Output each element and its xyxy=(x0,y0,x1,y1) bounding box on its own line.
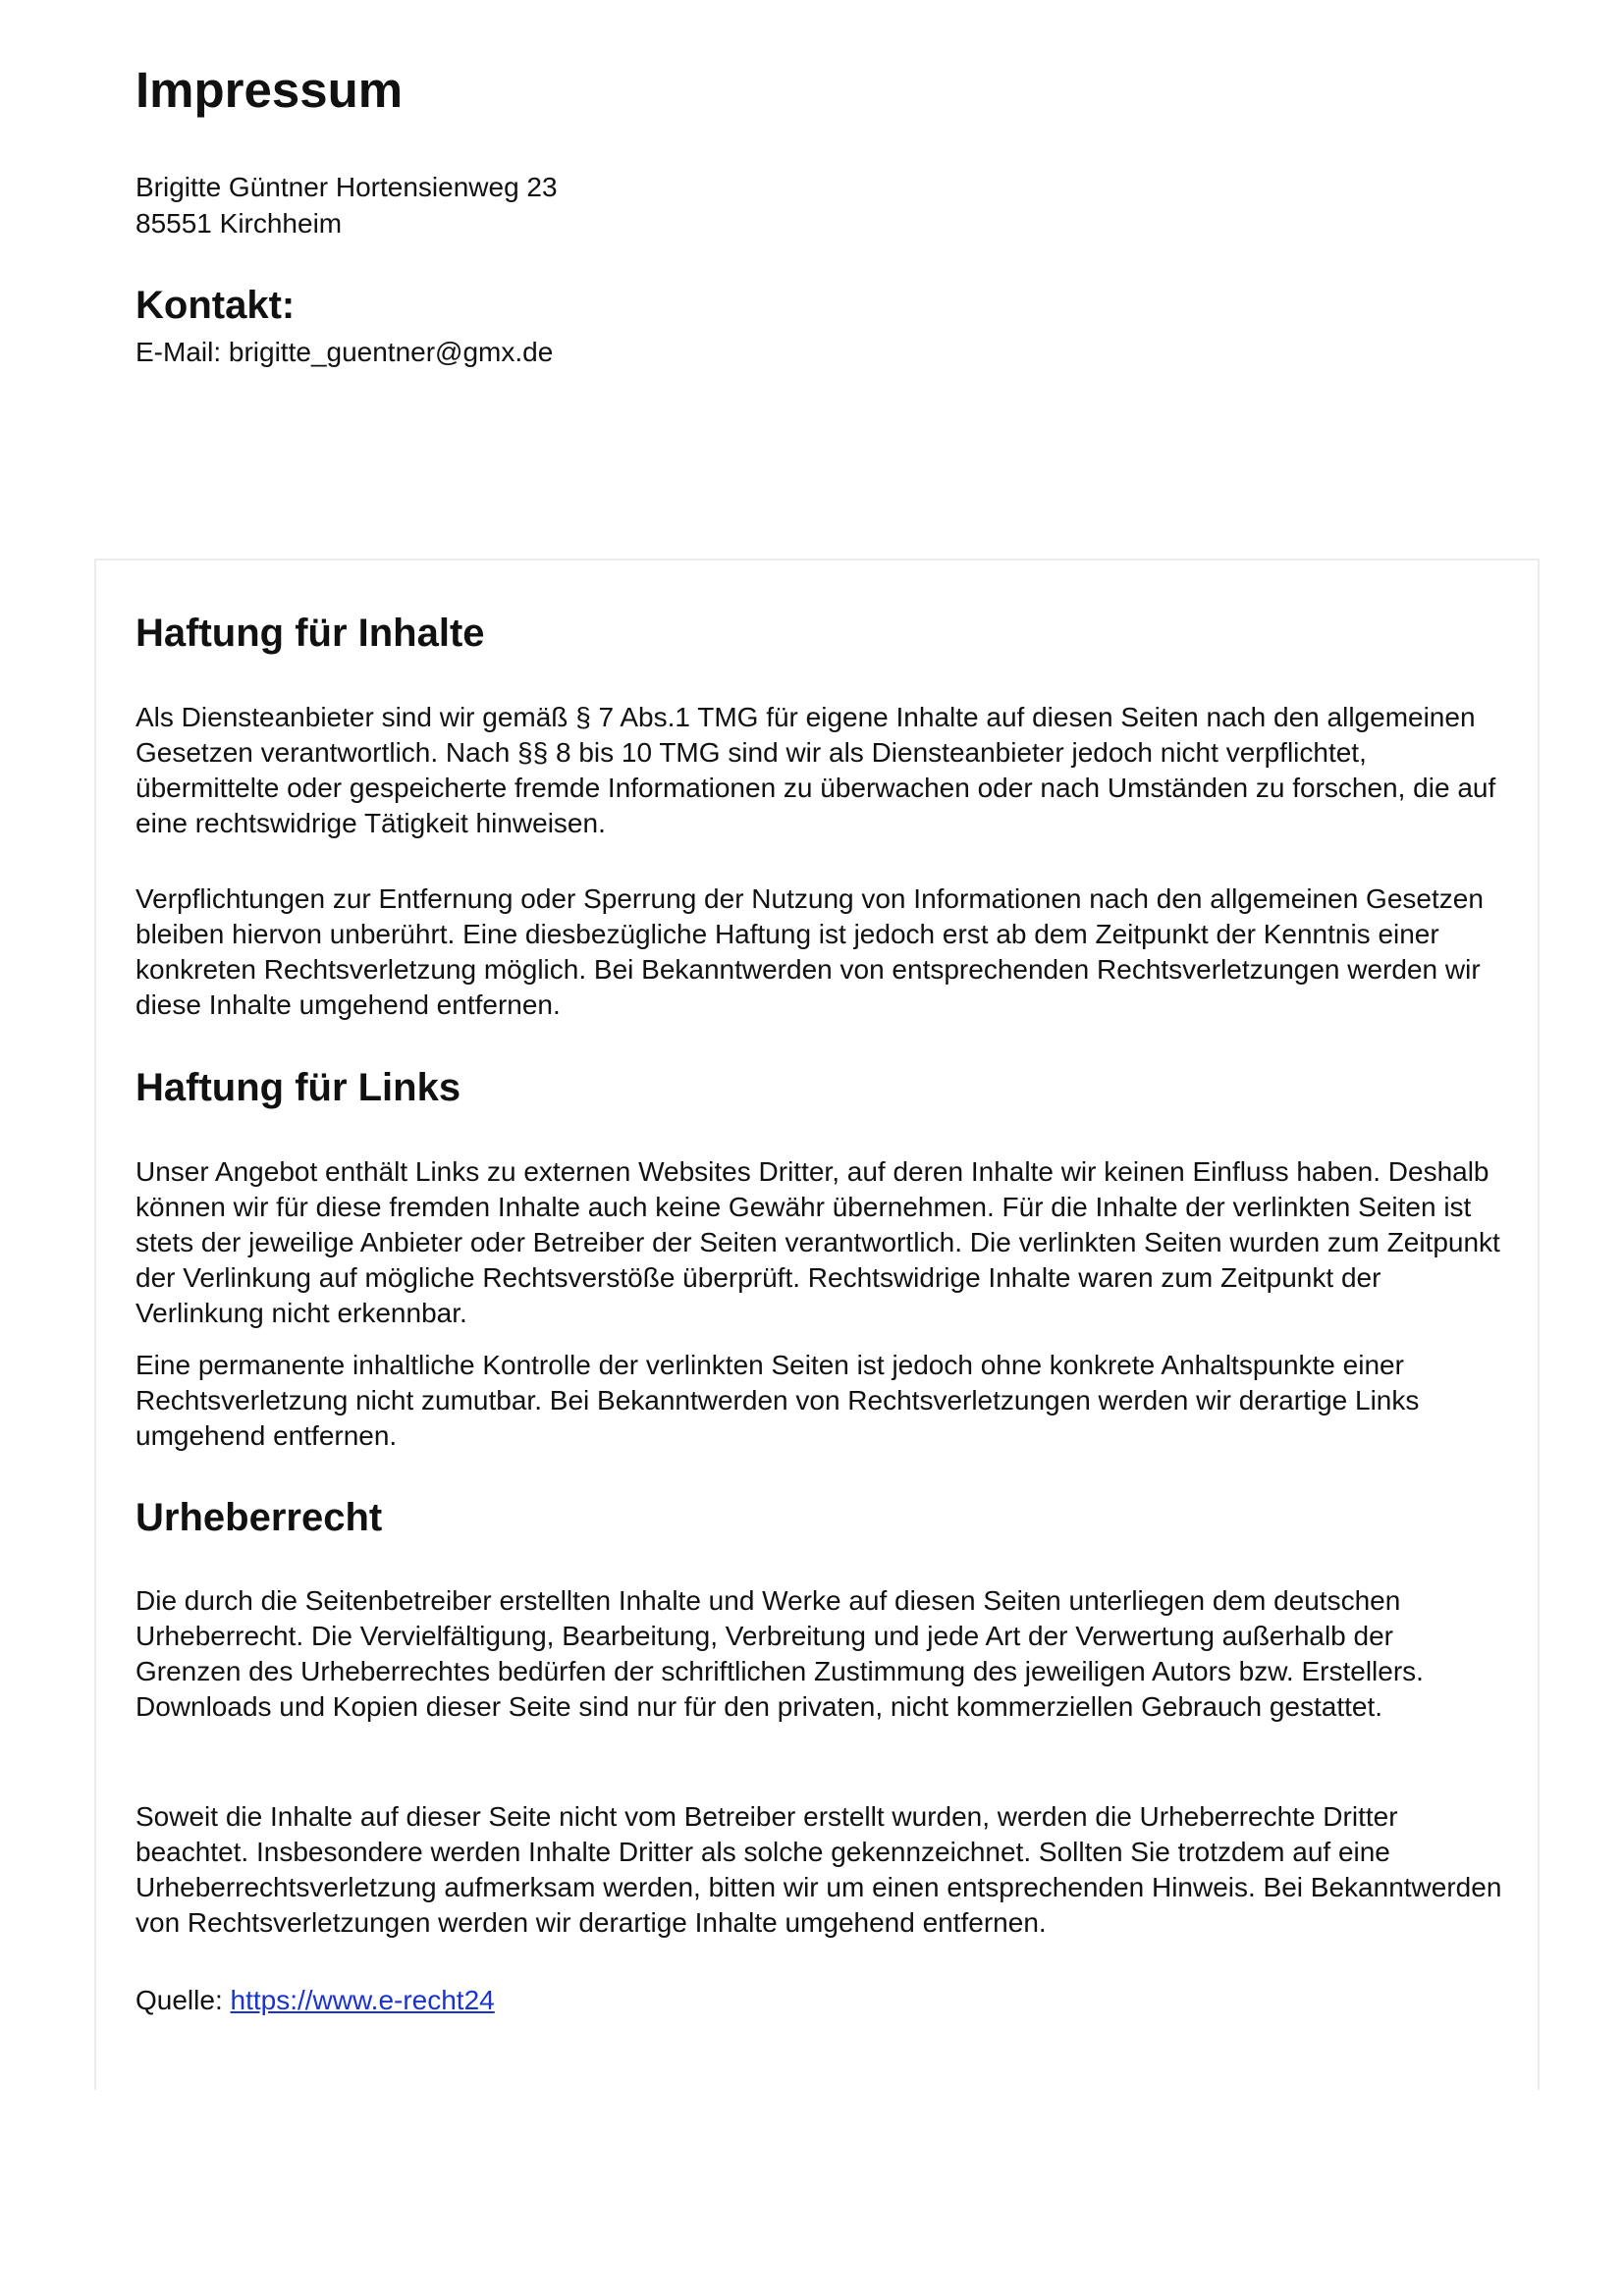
contact-heading: Kontakt: xyxy=(135,284,296,327)
address-line-city: 85551 Kirchheim xyxy=(135,208,343,239)
paragraph-links-2: Eine permanente inhaltliche Kontrolle der verlinkten Seiten ist jedoch ohne konkrete Anhaltspunkte einer Rechtsverletzung nicht zumutbar. Bei Bekanntwerden von Rechtsverletzungen werden wir derartige Links umgehend entfernen. xyxy=(135,1350,1420,1451)
heading-haftung-links: Haftung für Links xyxy=(135,1066,461,1109)
legal-content-card xyxy=(94,559,1540,2090)
paragraph-links-1: Unser Angebot enthält Links zu externen Websites Dritter, auf deren Inhalte wir keinen Einfluss haben. Deshalb können wir für diese fremden Inhalte auch keine Gewähr übernehmen. Für die Inhalte der verlinkten Seiten ist stets der jeweilige Anbieter oder Betreiber der Seiten verantwortlich. Die verlinkten Seiten wurden zum Zeitpunkt der Verlinkung auf mögliche Rechtsverstöße überprüft. Rechtswidrige Inhalte waren zum Zeitpunkt der Verlinkung nicht erkennbar. xyxy=(135,1156,1500,1328)
contact-email: E-Mail: brigitte_guentner@gmx.de xyxy=(135,337,554,367)
source-link[interactable]: https://www.e-recht24 xyxy=(230,1985,495,2015)
source-label: Quelle: xyxy=(135,1985,231,2015)
paragraph-urheberrecht-1: Die durch die Seitenbetreiber erstellten Inhalte und Werke auf diesen Seiten unterliegen dem deutschen Urheberrecht. Die Vervielfältigung, Bearbeitung, Verbreitung und jede Art der Verwertung außerhalb der Grenzen des Urheberrechtes bedürfen der schriftlichen Zustimmung des jeweiligen Autors bzw. Erstellers. Downloads und Kopien dieser Seite sind nur für den privaten, nicht kommerziellen Gebrauch gestattet. xyxy=(135,1585,1424,1722)
paragraph-inhalte-2: Verpflichtungen zur Entfernung oder Sperrung der Nutzung von Informationen nach den allgemeinen Gesetzen bleiben hiervon unberührt. Eine diesbezügliche Haftung ist jedoch erst ab dem Zeitpunkt der Kenntnis einer konkreten Rechtsverletzung möglich. Bei Bekanntwerden von entsprechenden Rechtsverletzungen werden wir diese Inhalte umgehend entfernen. xyxy=(135,883,1484,1020)
paragraph-urheberrecht-2: Soweit die Inhalte auf dieser Seite nicht vom Betreiber erstellt wurden, werden die Urheberrechte Dritter beachtet. Insbesondere werden Inhalte Dritter als solche gekennzeichnet. Sollten Sie trotzdem auf eine Urheberrechtsverletzung aufmerksam werden, bitten wir um einen entsprechenden Hinweis. Bei Bekanntwerden von Rechtsverletzungen werden wir derartige Inhalte umgehend entfernen. xyxy=(135,1801,1502,1938)
paragraph-inhalte-1: Als Diensteanbieter sind wir gemäß § 7 Abs.1 TMG für eigene Inhalte auf diesen Seiten nach den allgemeinen Gesetzen verantwortlich. Nach §§ 8 bis 10 TMG sind wir als Diensteanbieter jedoch nicht verpflichtet, übermittelte oder gespeicherte fremde Informationen zu überwachen oder nach Umständen zu forschen, die auf eine rechtswidrige Tätigkeit hinweisen. xyxy=(135,702,1496,838)
heading-urheberrecht: Urheberrecht xyxy=(135,1496,383,1539)
address-line-name-street: Brigitte Güntner Hortensienweg 23 xyxy=(135,172,558,202)
page-title: Impressum xyxy=(135,62,404,118)
heading-haftung-inhalte: Haftung für Inhalte xyxy=(135,612,485,655)
address-block xyxy=(135,169,558,241)
source-line xyxy=(135,1983,1505,2018)
